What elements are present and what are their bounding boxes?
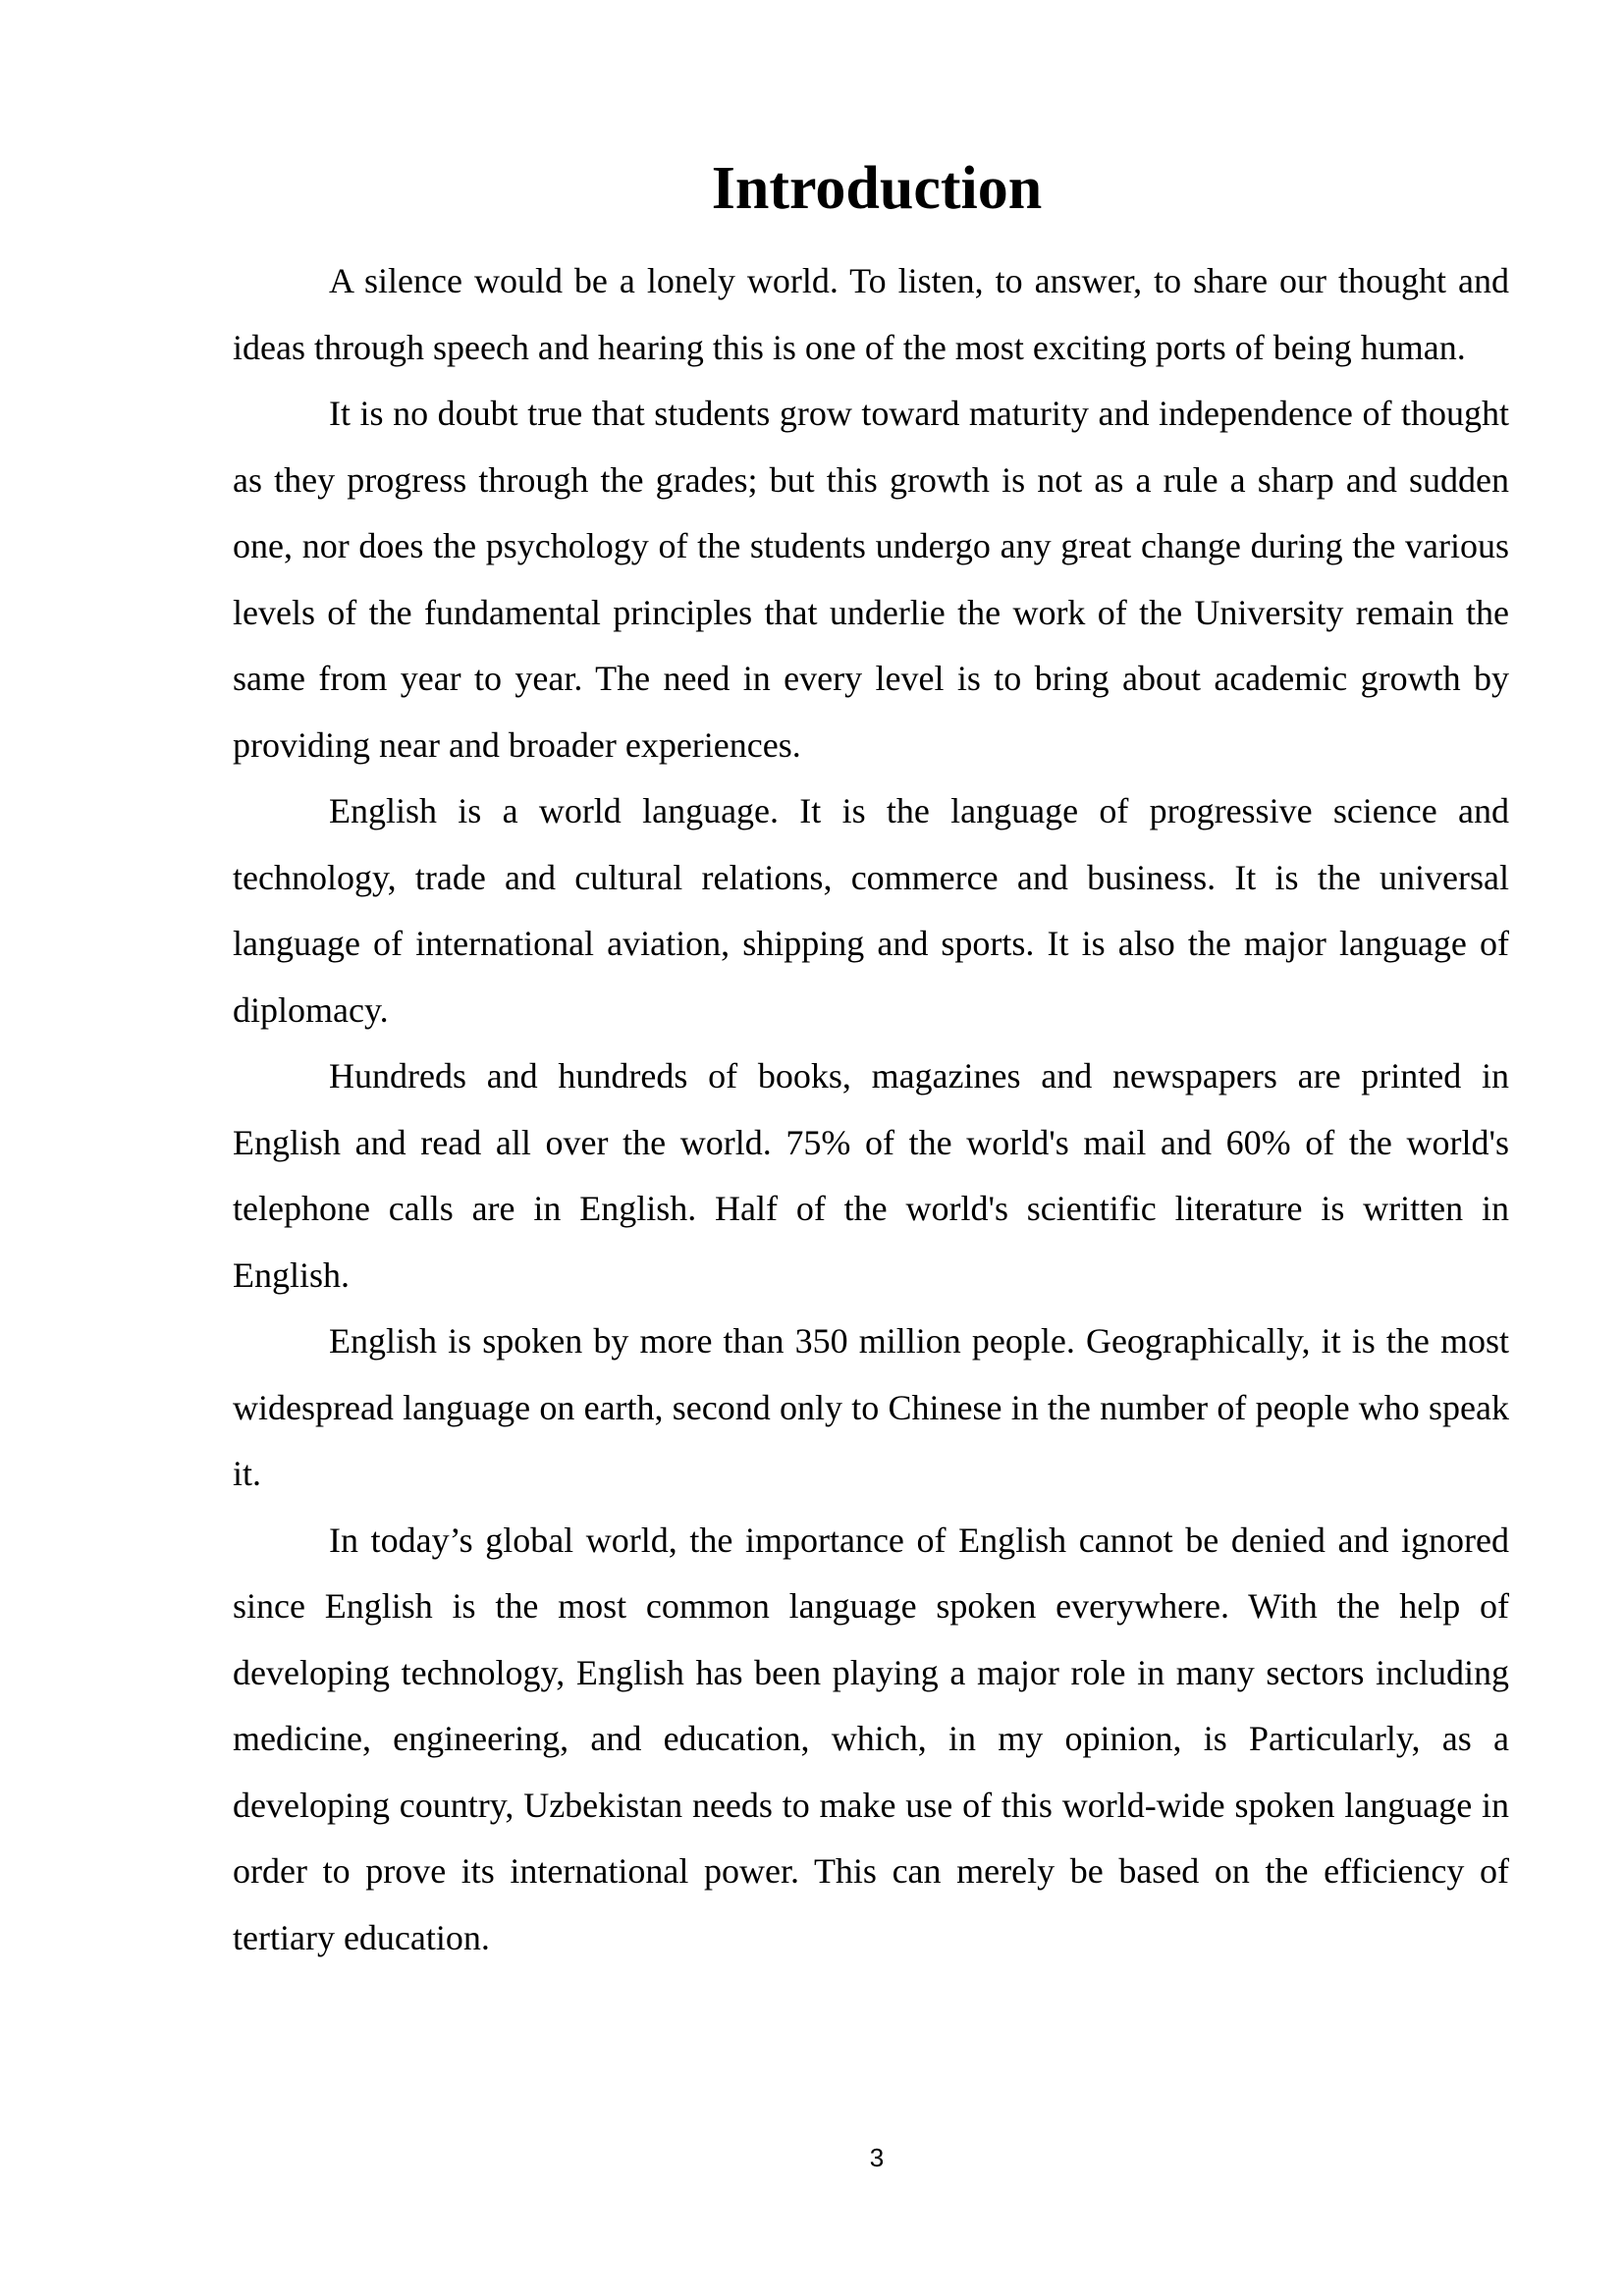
body-text — [233, 248, 1509, 1971]
paragraph-3: English is a world language. It is the language of progressive science and technology, trade and cultural relations, commerce and business. It is the universal language of international aviation, shipping and sports. It is also the major language of diplomacy. — [233, 791, 1509, 1030]
paragraph-6: In today’s global world, the importance of English cannot be denied and ignored since English is the most common language spoken everywhere. With the help of developing technology, English has been playing a major role in many sectors including medicine, engineering, and education, which, in my opinion, is Particularly, as a developing country, Uzbekistan needs to make use of this world-wide spoken language in order to prove its international power. This can merely be based on the efficiency of tertiary education. — [233, 1520, 1509, 1957]
paragraph-2: It is no doubt true that students grow toward maturity and independence of thought as they progress through the grades; but this growth is not as a rule a sharp and sudden one, nor does the psychology of the students undergo any great change during the various levels of the fundamental principles that underlie the work of the University remain the same from year to year. The need in every level is to bring about academic growth by providing near and broader experiences. — [233, 394, 1509, 765]
paragraph-4: Hundreds and hundreds of books, magazines and newspapers are printed in English and read all over the world. 75% of the world's mail and 60% of the world's telephone calls are in English. Half of the world's scientific literature is written in English. — [233, 1056, 1509, 1295]
paragraph-1: A silence would be a lonely world. To listen, to answer, to share our thought and ideas through speech and hearing this is one of the most exciting ports of being human. — [233, 261, 1509, 367]
page-title: Introduction — [711, 155, 1043, 222]
paragraph-5: English is spoken by more than 350 million people. Geographically, it is the most widespread language on earth, second only to Chinese in the number of people who speak it. — [233, 1321, 1509, 1493]
page-number: 3 — [869, 2143, 885, 2172]
